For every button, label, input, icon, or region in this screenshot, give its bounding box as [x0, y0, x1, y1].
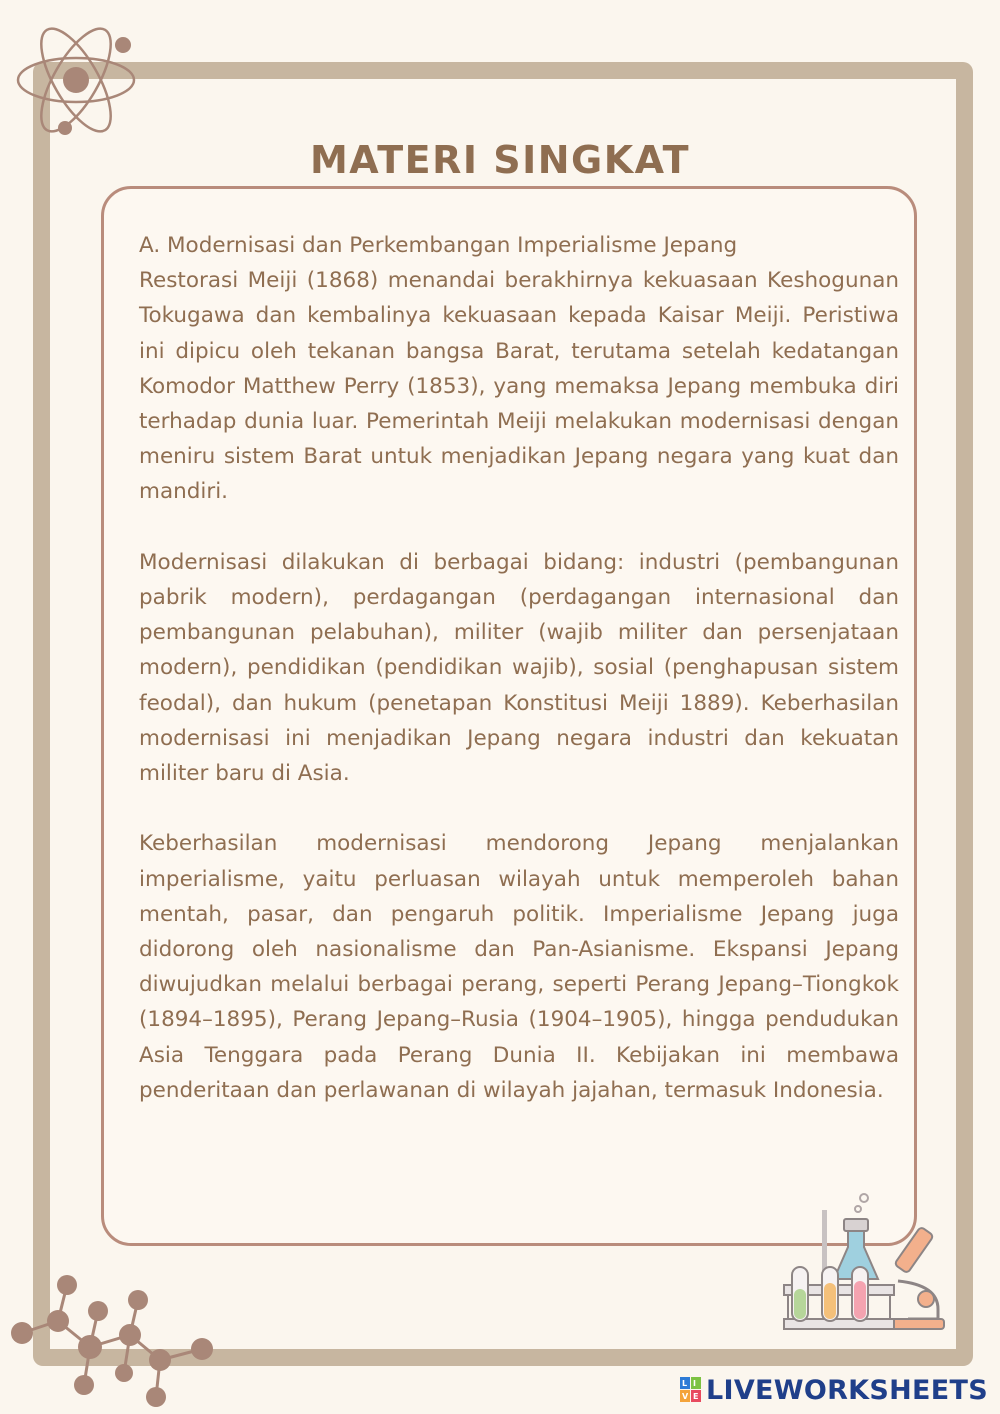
paragraph-2: Modernisasi dilakukan di berbagai bidang: industri (pembangunan pabrik modern), perdagangan (perdagangan internasional dan pembangunan pelabuhan), militer (wajib militer dan persenjataan modern), pendidikan (pendidikan wajib), sosial (penghapusan sistem feodal), dan hukum (penetapan Konstitusi Meiji 1889). Keberhasilan modernisasi ini menjadikan Jepang negara industri dan kekuatan militer baru di Asia.	[139, 549, 899, 787]
paragraph-1: Restorasi Meiji (1868) menandai berakhirnya kekuasaan Keshogunan Tokugawa dan kembalinya kekuasaan kepada Kaisar Meiji. Peristiwa ini dipicu oleh tekanan bangsa Barat, terutama setelah kedatangan Komodor Matthew Perry (1853), yang memaksa Jepang membuka diri terhadap dunia luar. Pemerintah Meiji melakukan modernisasi dengan meniru sistem Barat untuk menjadikan Jepang negara yang kuat dan mandiri.	[139, 268, 899, 505]
molecule-icon	[0, 1265, 230, 1414]
atom-icon	[10, 22, 142, 142]
lab-equipment-icon	[778, 1185, 948, 1337]
badge-letter-e: E	[692, 1392, 699, 1401]
badge-letter-l: L	[681, 1379, 688, 1388]
text-content	[139, 228, 899, 1143]
liveworksheets-logo[interactable]	[680, 1373, 988, 1407]
brand-text: LIVEWORKSHEETS	[705, 1374, 988, 1406]
badge-letter-i: I	[692, 1379, 696, 1388]
paragraph-3: Keberhasilan modernisasi mendorong Jepang menjalankan imperialisme, yaitu perluasan wilayah untuk memperoleh bahan mentah, pasar, dan pengaruh politik. Imperialisme Jepang juga didorong oleh nasionalisme dan Pan-Asianisme. Ekspansi Jepang diwujudkan melalui berbagai perang, seperti Perang Jepang–Tiongkok (1894–1895), Perang Jepang–Rusia (1904–1905), hingga pendudukan Asia Tenggara pada Perang Dunia II. Kebijakan ini membawa penderitaan dan perlawanan di wilayah jajahan, termasuk Indonesia.	[139, 831, 899, 1103]
liveworksheets-logo-icon	[680, 1377, 702, 1403]
badge-letter-v: V	[681, 1392, 689, 1401]
page-title: MATERI SINGKAT	[309, 138, 691, 182]
section-heading: A. Modernisasi dan Perkembangan Imperialisme Jepang	[139, 233, 738, 258]
